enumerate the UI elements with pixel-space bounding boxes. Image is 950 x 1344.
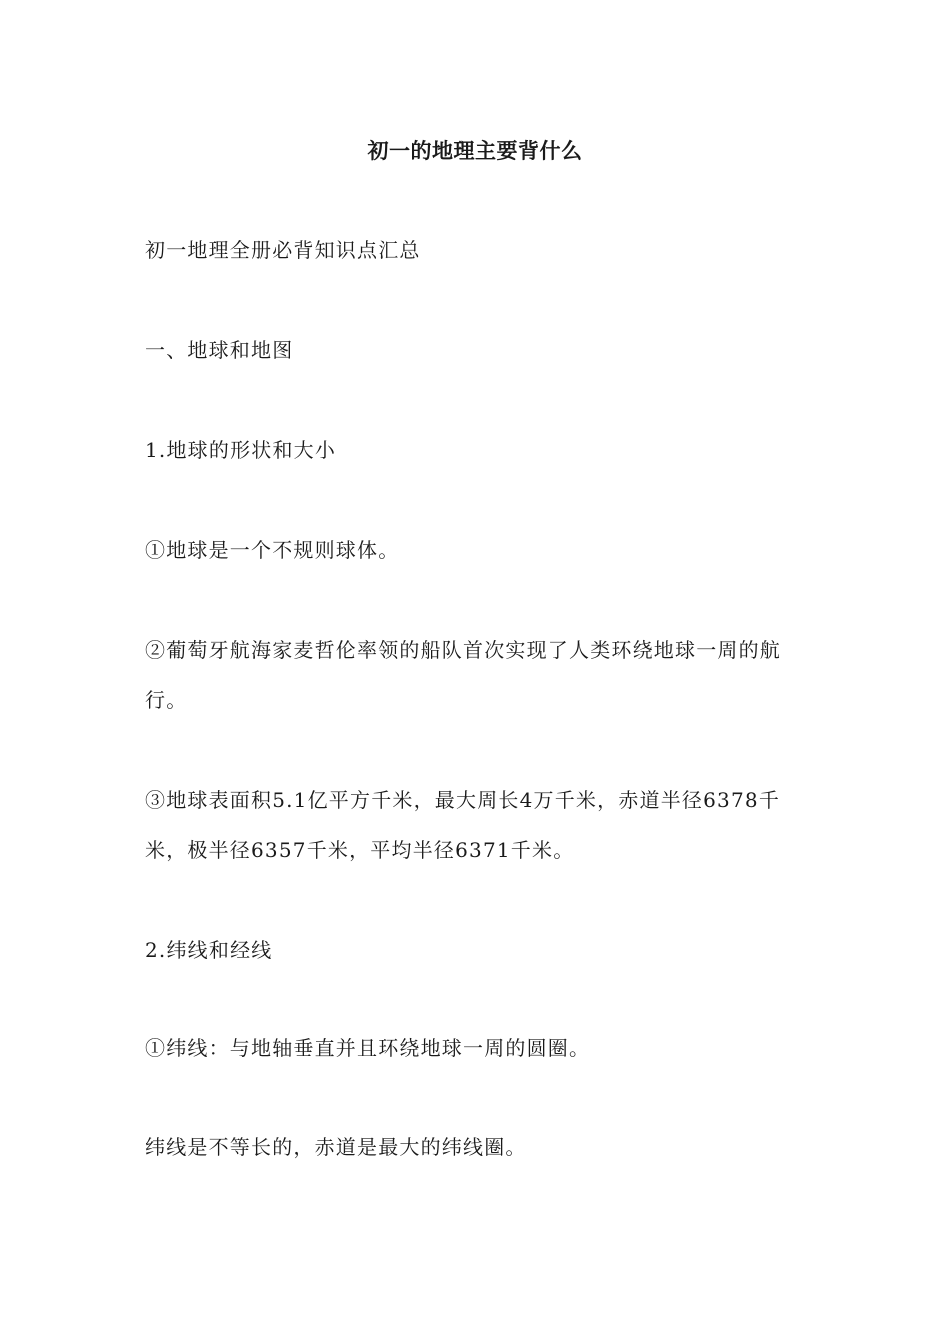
paragraph-section-heading: 一、地球和地图 bbox=[145, 338, 294, 362]
paragraph-point-2: ②葡萄牙航海家麦哲伦率领的船队首次实现了人类环绕地球一周的航行。 bbox=[145, 638, 781, 712]
document-title: 初一的地理主要背什么 bbox=[367, 139, 583, 163]
paragraph-subsection-shape-size: 1.地球的形状和大小 bbox=[145, 438, 337, 462]
paragraph-point-1: ①地球是一个不规则球体。 bbox=[145, 538, 400, 562]
paragraph-summary-heading: 初一地理全册必背知识点汇总 bbox=[145, 238, 421, 262]
paragraph-latitude-length: 纬线是不等长的，赤道是最大的纬线圈。 bbox=[145, 1135, 527, 1159]
paragraph-subsection-latitude-longitude: 2.纬线和经线 bbox=[145, 938, 273, 962]
paragraph-latitude-definition: ①纬线：与地轴垂直并且环绕地球一周的圆圈。 bbox=[145, 1036, 591, 1060]
paragraph-point-3: ③地球表面积5.1亿平方千米，最大周长4万千米，赤道半径6378千米，极半径6357千米，平均半径6371千米。 bbox=[145, 788, 781, 862]
